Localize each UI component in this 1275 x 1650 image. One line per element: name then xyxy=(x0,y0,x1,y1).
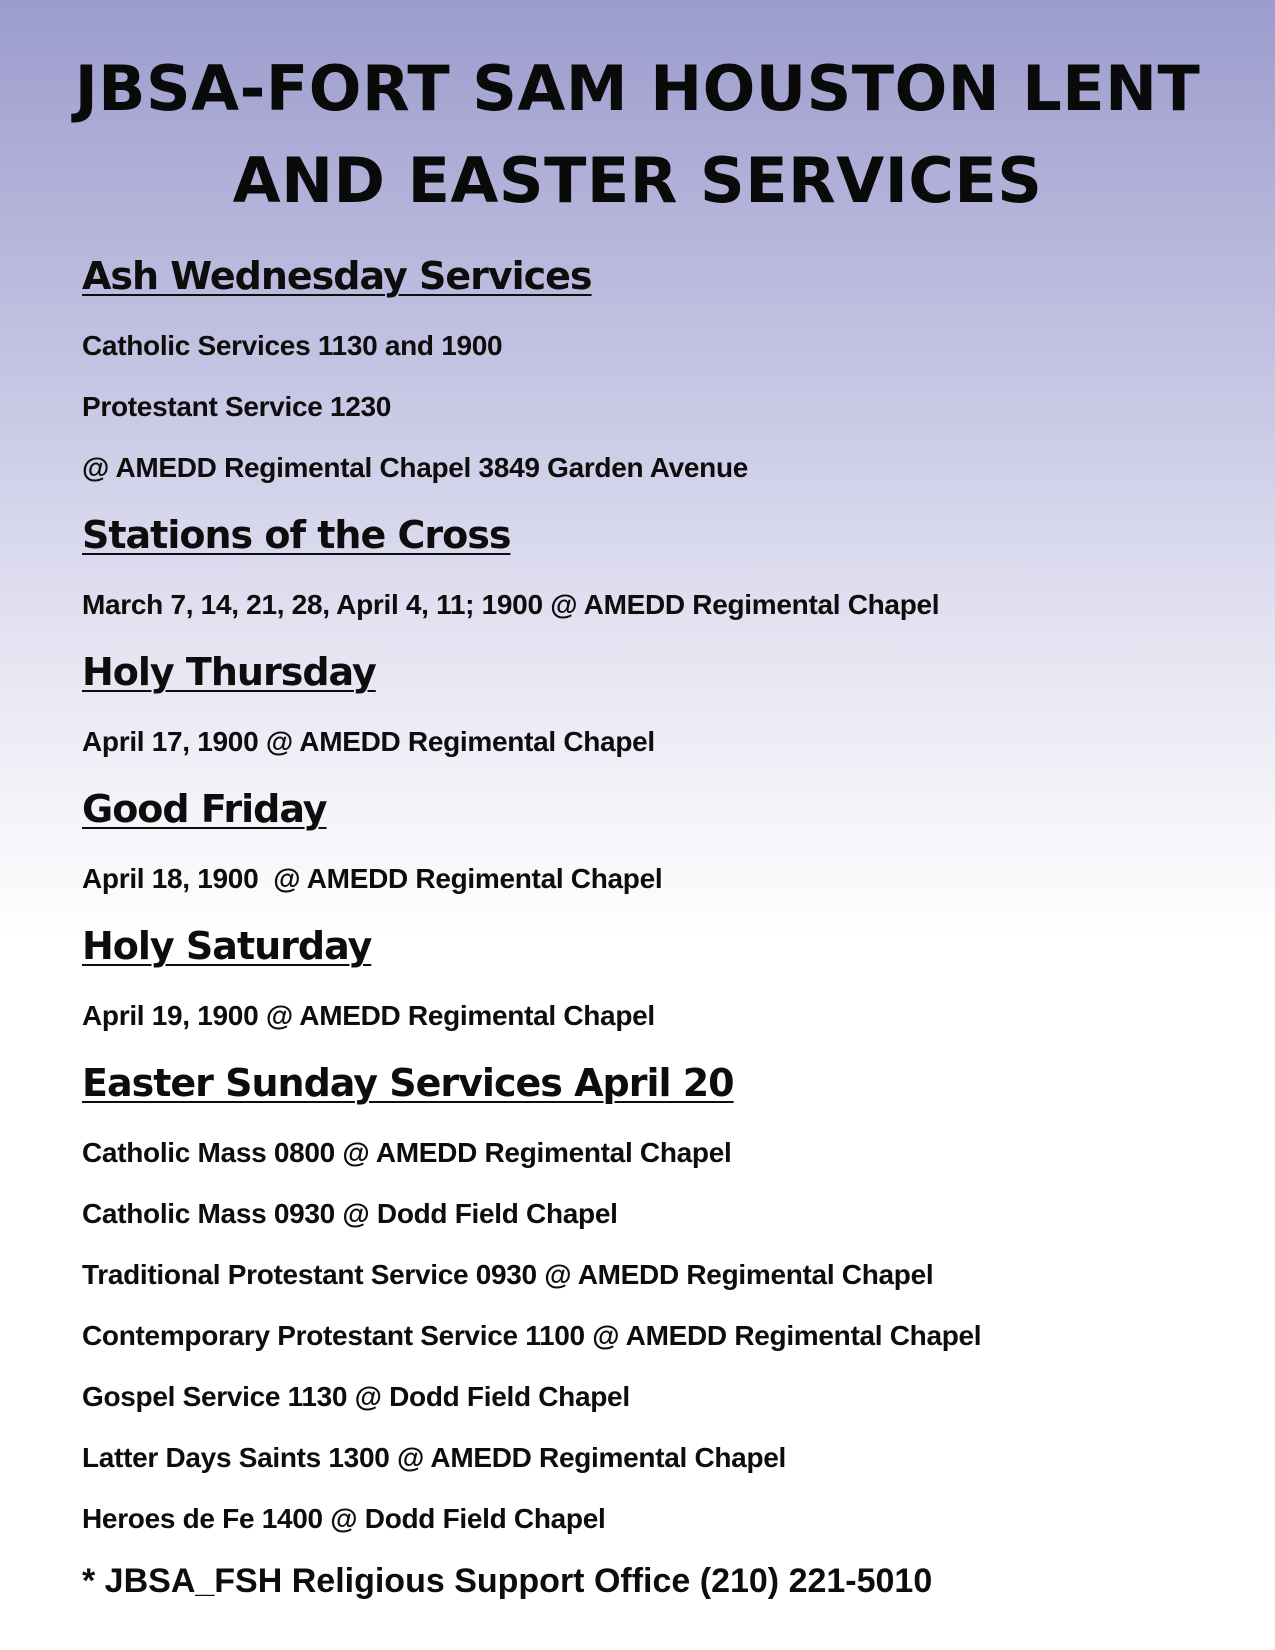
schedule-line: Traditional Protestant Service 0930 @ AMEDD Regimental Chapel xyxy=(82,1259,934,1290)
schedule-line: Catholic Services 1130 and 1900 xyxy=(82,330,503,361)
title-line-2: AND EASTER SERVICES xyxy=(232,144,1043,217)
section-heading: Stations of the Cross xyxy=(82,513,511,557)
schedule-line: Catholic Mass 0800 @ AMEDD Regimental Chapel xyxy=(82,1137,732,1168)
schedule-line: April 19, 1900 @ AMEDD Regimental Chapel xyxy=(82,1000,655,1031)
schedule xyxy=(82,244,1232,1613)
schedule-line: April 17, 1900 @ AMEDD Regimental Chapel xyxy=(82,726,655,757)
title-line-1: JBSA-FORT SAM HOUSTON LENT xyxy=(74,52,1201,125)
schedule-line: April 18, 1900 @ AMEDD Regimental Chapel xyxy=(82,863,663,894)
section-good-friday xyxy=(82,777,1232,909)
schedule-line: Protestant Service 1230 xyxy=(82,391,392,422)
page-title xyxy=(0,0,1275,227)
schedule-line: Heroes de Fe 1400 @ Dodd Field Chapel xyxy=(82,1503,606,1534)
schedule-line: @ AMEDD Regimental Chapel 3849 Garden Avenue xyxy=(82,452,749,483)
schedule-line: Gospel Service 1130 @ Dodd Field Chapel xyxy=(82,1381,630,1412)
section-heading: Holy Saturday xyxy=(82,924,372,968)
section-heading: Good Friday xyxy=(82,787,327,831)
schedule-line: Contemporary Protestant Service 1100 @ AMEDD Regimental Chapel xyxy=(82,1320,982,1351)
section-holy-saturday xyxy=(82,914,1232,1046)
section-stations-of-the-cross xyxy=(82,503,1232,635)
schedule-line: March 7, 14, 21, 28, April 4, 11; 1900 @ AMEDD Regimental Chapel xyxy=(82,589,940,620)
section-heading: Holy Thursday xyxy=(82,650,376,694)
section-heading: Easter Sunday Services April 20 xyxy=(82,1061,734,1105)
contact-footer: * JBSA_FSH Religious Support Office (210) 221-5010 xyxy=(82,1562,933,1600)
schedule-line: Latter Days Saints 1300 @ AMEDD Regimental Chapel xyxy=(82,1442,787,1473)
section-easter-sunday xyxy=(82,1051,1232,1549)
section-holy-thursday xyxy=(82,640,1232,772)
section-ash-wednesday xyxy=(82,244,1232,498)
section-heading: Ash Wednesday Services xyxy=(82,254,592,298)
schedule-line: Catholic Mass 0930 @ Dodd Field Chapel xyxy=(82,1198,618,1229)
